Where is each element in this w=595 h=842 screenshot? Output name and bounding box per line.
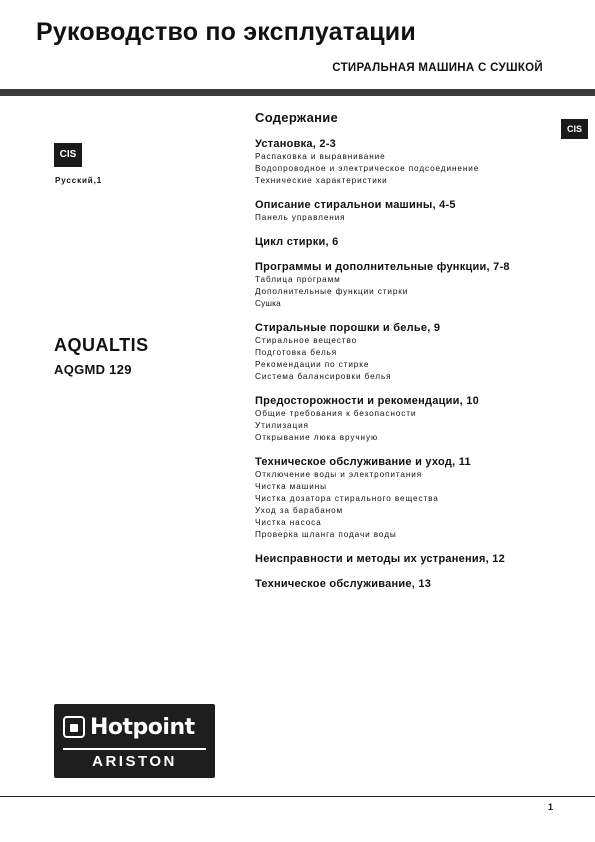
toc-section (255, 577, 555, 591)
toc-subitem: Проверка шланга подачи воды (255, 530, 397, 539)
toc-subitem: Стиральное вещество (255, 336, 358, 345)
region-tab-badge: CIS (561, 119, 588, 139)
toc-subitem: Открывание люка вручную (255, 433, 379, 442)
table-of-contents (255, 110, 555, 602)
language-region-badge: CIS (54, 143, 82, 167)
page-subtitle: СТИРАЛЬНАЯ МАШИНА С СУШКОЙ (332, 62, 543, 74)
hotpoint-logo-mark-icon (63, 716, 85, 738)
toc-subitem: Рекомендации по стирке (255, 360, 370, 369)
hotpoint-ariston-logo (54, 704, 215, 778)
toc-subitem: Подготовка белья (255, 348, 338, 357)
model-number: AQGMD 129 (54, 362, 132, 377)
footer-divider (0, 796, 595, 797)
toc-subitem: Таблица программ (255, 275, 341, 284)
toc-subitem: Чистка дозатора стирального вещества (255, 494, 439, 503)
toc-subitem: Панель управления (255, 213, 346, 222)
toc-subitem: Уход за барабаном (255, 506, 344, 515)
toc-section (255, 198, 555, 224)
language-entry: Русский,1 (55, 176, 103, 185)
toc-subitem: Водопроводное и электрическое подсоединение (255, 164, 480, 173)
toc-section-title: Предосторожности и рекомендации, 10 (255, 395, 479, 407)
toc-section (255, 137, 555, 187)
toc-section (255, 235, 555, 249)
toc-sections (255, 137, 555, 591)
toc-section-title: Стиральные порошки и белье, 9 (255, 322, 441, 334)
toc-section-title: Цикл стирки, 6 (255, 236, 339, 248)
product-line-name: AQUALTIS (54, 335, 149, 355)
toc-subitem: Система балансировки белья (255, 372, 392, 381)
toc-subitem: Отключение воды и электропитания (255, 470, 423, 479)
toc-section (255, 394, 555, 444)
logo-bottom-text: ARISTON (92, 753, 177, 770)
toc-section (255, 552, 555, 566)
toc-section-title: Техническое обслуживание и уход, 11 (255, 456, 471, 468)
toc-section-title: Описание стиральнои машины, 4-5 (255, 199, 456, 211)
logo-top-text: Hotpoint (90, 714, 195, 740)
toc-subitem: Дополнительные функции стирки (255, 287, 409, 296)
toc-subitem: Технические характеристики (255, 176, 388, 185)
toc-subitem: Утилизация (255, 421, 309, 430)
toc-section-title: Неисправности и методы их устранения, 12 (255, 553, 505, 565)
toc-subitem: Общие требования к безопасности (255, 409, 417, 418)
logo-divider (63, 748, 206, 750)
toc-subitem: Сушка (255, 299, 281, 308)
page-number: 1 (548, 802, 554, 812)
toc-subitem: Распаковка и выравнивание (255, 152, 386, 161)
toc-heading: Содержание (255, 110, 339, 125)
toc-section-title: Техническое обслуживание, 13 (255, 578, 432, 590)
toc-section (255, 455, 555, 541)
page-title: Руководство по эксплуатации (36, 18, 416, 46)
toc-subitem: Чистка насоса (255, 518, 322, 527)
toc-section (255, 260, 555, 310)
header-divider (0, 89, 595, 96)
toc-section (255, 321, 555, 383)
toc-section-title: Установка, 2-3 (255, 138, 337, 150)
logo-top (63, 712, 195, 742)
toc-section-title: Программы и дополнительные функции, 7-8 (255, 261, 510, 273)
toc-subitem: Чистка машины (255, 482, 327, 491)
